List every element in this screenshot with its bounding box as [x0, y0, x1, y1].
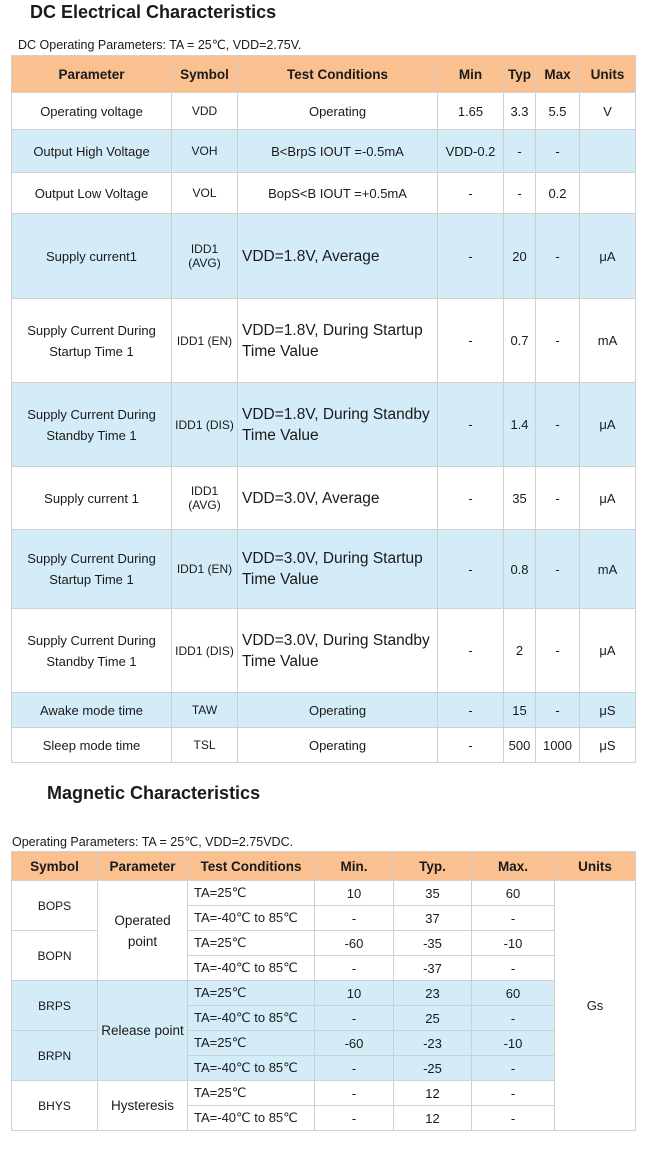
- mag-max-cell: 60: [472, 981, 555, 1006]
- dc-param-cell: Supply Current During Startup Time 1: [12, 530, 172, 609]
- mag-symbol-cell: BHYS: [12, 1081, 98, 1131]
- dc-units-cell: [580, 173, 636, 214]
- mag-condition-cell: TA=-40℃ to 85℃: [188, 956, 315, 981]
- dc-units-cell: μA: [580, 609, 636, 693]
- dc-symbol-cell: TSL: [172, 728, 238, 763]
- dc-typ-cell: 35: [504, 467, 536, 530]
- dc-min-cell: -: [438, 383, 504, 467]
- mag-symbol-cell: BRPN: [12, 1031, 98, 1081]
- dc-header-row: [12, 56, 636, 93]
- mag-operating-conditions: Operating Parameters: TA = 25℃, VDD=2.75VDC.: [12, 835, 294, 849]
- dc-symbol-cell: IDD1 (AVG): [172, 467, 238, 530]
- mag-col-header: Parameter: [98, 852, 188, 881]
- dc-col-header: Test Conditions: [238, 56, 438, 93]
- mag-min-cell: -: [315, 1081, 394, 1106]
- mag-min-cell: -: [315, 1056, 394, 1081]
- mag-condition-cell: TA=25℃: [188, 931, 315, 956]
- dc-min-cell: -: [438, 214, 504, 299]
- dc-row: [12, 173, 636, 214]
- dc-symbol-cell: VOL: [172, 173, 238, 214]
- dc-param-cell: Operating voltage: [12, 93, 172, 130]
- dc-condition-cell: VDD=3.0V, Average: [238, 467, 438, 530]
- dc-condition-cell: VDD=1.8V, During Standby Time Value: [238, 383, 438, 467]
- dc-row: [12, 728, 636, 763]
- dc-operating-conditions: DC Operating Parameters: TA = 25℃, VDD=2.75V.: [18, 38, 302, 52]
- dc-typ-cell: -: [504, 173, 536, 214]
- dc-min-cell: -: [438, 173, 504, 214]
- mag-header-row: [12, 852, 636, 881]
- dc-condition-cell: Operating: [238, 693, 438, 728]
- mag-max-cell: -: [472, 1106, 555, 1131]
- mag-param-cell: Release point: [98, 981, 188, 1081]
- dc-units-cell: μA: [580, 383, 636, 467]
- dc-units-cell: μS: [580, 728, 636, 763]
- dc-param-cell: Awake mode time: [12, 693, 172, 728]
- dc-min-cell: -: [438, 467, 504, 530]
- mag-condition-cell: TA=25℃: [188, 981, 315, 1006]
- dc-condition-cell: VDD=1.8V, During Startup Time Value: [238, 299, 438, 383]
- dc-col-header: Max: [536, 56, 580, 93]
- mag-min-cell: -60: [315, 1031, 394, 1056]
- dc-max-cell: 5.5: [536, 93, 580, 130]
- dc-symbol-cell: VDD: [172, 93, 238, 130]
- dc-min-cell: -: [438, 530, 504, 609]
- mag-condition-cell: TA=-40℃ to 85℃: [188, 906, 315, 931]
- mag-max-cell: -10: [472, 1031, 555, 1056]
- mag-condition-cell: TA=-40℃ to 85℃: [188, 1006, 315, 1031]
- dc-max-cell: -: [536, 467, 580, 530]
- mag-max-cell: -: [472, 1056, 555, 1081]
- dc-symbol-cell: IDD1 (EN): [172, 530, 238, 609]
- mag-symbol-cell: BRPS: [12, 981, 98, 1031]
- dc-typ-cell: 0.7: [504, 299, 536, 383]
- mag-row: [12, 881, 636, 906]
- dc-param-cell: Supply current 1: [12, 467, 172, 530]
- dc-section-title: DC Electrical Characteristics: [30, 2, 277, 22]
- mag-condition-cell: TA=-40℃ to 85℃: [188, 1056, 315, 1081]
- mag-col-header: Min.: [315, 852, 394, 881]
- dc-row: [12, 609, 636, 693]
- dc-min-cell: -: [438, 609, 504, 693]
- dc-param-cell: Supply Current During Standby Time 1: [12, 383, 172, 467]
- mag-max-cell: -: [472, 1081, 555, 1106]
- dc-symbol-cell: IDD1 (EN): [172, 299, 238, 383]
- dc-condition-cell: Operating: [238, 728, 438, 763]
- dc-symbol-cell: IDD1 (DIS): [172, 383, 238, 467]
- dc-row: [12, 214, 636, 299]
- dc-typ-cell: 0.8: [504, 530, 536, 609]
- mag-typ-cell: 23: [394, 981, 472, 1006]
- mag-max-cell: 60: [472, 881, 555, 906]
- magnetic-characteristics-table: [11, 851, 636, 1131]
- dc-units-cell: mA: [580, 299, 636, 383]
- dc-col-header: Typ: [504, 56, 536, 93]
- dc-max-cell: 0.2: [536, 173, 580, 214]
- mag-col-header: Max.: [472, 852, 555, 881]
- dc-param-cell: Supply Current During Startup Time 1: [12, 299, 172, 383]
- dc-typ-cell: 20: [504, 214, 536, 299]
- dc-condition-cell: VDD=1.8V, Average: [238, 214, 438, 299]
- mag-typ-cell: -35: [394, 931, 472, 956]
- mag-min-cell: 10: [315, 881, 394, 906]
- mag-typ-cell: 37: [394, 906, 472, 931]
- dc-col-header: Units: [580, 56, 636, 93]
- mag-condition-cell: TA=25℃: [188, 1031, 315, 1056]
- dc-typ-cell: 15: [504, 693, 536, 728]
- dc-typ-cell: 2: [504, 609, 536, 693]
- dc-characteristics-table: [11, 55, 636, 763]
- mag-condition-cell: TA=-40℃ to 85℃: [188, 1106, 315, 1131]
- mag-max-cell: -: [472, 956, 555, 981]
- mag-row: [12, 1081, 636, 1106]
- mag-col-header: Typ.: [394, 852, 472, 881]
- dc-condition-cell: B<BrpS IOUT =-0.5mA: [238, 130, 438, 173]
- mag-min-cell: -60: [315, 931, 394, 956]
- dc-typ-cell: 3.3: [504, 93, 536, 130]
- dc-symbol-cell: IDD1 (AVG): [172, 214, 238, 299]
- dc-typ-cell: 500: [504, 728, 536, 763]
- dc-max-cell: -: [536, 693, 580, 728]
- dc-param-cell: Output Low Voltage: [12, 173, 172, 214]
- dc-row: [12, 130, 636, 173]
- dc-col-header: Symbol: [172, 56, 238, 93]
- dc-max-cell: -: [536, 609, 580, 693]
- dc-min-cell: VDD-0.2: [438, 130, 504, 173]
- dc-max-cell: -: [536, 214, 580, 299]
- mag-min-cell: -: [315, 1106, 394, 1131]
- dc-typ-cell: 1.4: [504, 383, 536, 467]
- dc-max-cell: -: [536, 130, 580, 173]
- dc-condition-cell: Operating: [238, 93, 438, 130]
- mag-typ-cell: 12: [394, 1106, 472, 1131]
- dc-units-cell: μA: [580, 214, 636, 299]
- dc-units-cell: mA: [580, 530, 636, 609]
- mag-symbol-cell: BOPS: [12, 881, 98, 931]
- mag-row: [12, 981, 636, 1006]
- dc-row: [12, 693, 636, 728]
- mag-col-header: Symbol: [12, 852, 98, 881]
- mag-units-cell: Gs: [555, 881, 636, 1131]
- mag-min-cell: -: [315, 906, 394, 931]
- mag-param-cell: Hysteresis: [98, 1081, 188, 1131]
- mag-max-cell: -10: [472, 931, 555, 956]
- mag-typ-cell: -23: [394, 1031, 472, 1056]
- dc-condition-cell: VDD=3.0V, During Standby Time Value: [238, 609, 438, 693]
- mag-col-header: Units: [555, 852, 636, 881]
- mag-min-cell: 10: [315, 981, 394, 1006]
- dc-col-header: Min: [438, 56, 504, 93]
- dc-condition-cell: BopS<B IOUT =+0.5mA: [238, 173, 438, 214]
- dc-units-cell: [580, 130, 636, 173]
- dc-row: [12, 530, 636, 609]
- dc-units-cell: V: [580, 93, 636, 130]
- dc-condition-cell: VDD=3.0V, During Startup Time Value: [238, 530, 438, 609]
- dc-typ-cell: -: [504, 130, 536, 173]
- mag-col-header: Test Conditions: [188, 852, 315, 881]
- mag-typ-cell: 35: [394, 881, 472, 906]
- dc-param-cell: Sleep mode time: [12, 728, 172, 763]
- dc-param-cell: Supply Current During Standby Time 1: [12, 609, 172, 693]
- dc-param-cell: Output High Voltage: [12, 130, 172, 173]
- dc-symbol-cell: TAW: [172, 693, 238, 728]
- dc-min-cell: -: [438, 299, 504, 383]
- dc-min-cell: -: [438, 693, 504, 728]
- dc-col-header: Parameter: [12, 56, 172, 93]
- mag-max-cell: -: [472, 906, 555, 931]
- dc-units-cell: μA: [580, 467, 636, 530]
- dc-row: [12, 383, 636, 467]
- mag-typ-cell: 12: [394, 1081, 472, 1106]
- dc-row: [12, 93, 636, 130]
- dc-row: [12, 299, 636, 383]
- dc-max-cell: 1000: [536, 728, 580, 763]
- mag-typ-cell: -25: [394, 1056, 472, 1081]
- dc-param-cell: Supply current1: [12, 214, 172, 299]
- mag-symbol-cell: BOPN: [12, 931, 98, 981]
- dc-units-cell: μS: [580, 693, 636, 728]
- dc-max-cell: -: [536, 299, 580, 383]
- mag-typ-cell: -37: [394, 956, 472, 981]
- dc-min-cell: -: [438, 728, 504, 763]
- mag-min-cell: -: [315, 956, 394, 981]
- dc-max-cell: -: [536, 383, 580, 467]
- mag-param-cell: Operated point: [98, 881, 188, 981]
- dc-min-cell: 1.65: [438, 93, 504, 130]
- mag-section-title: Magnetic Characteristics: [47, 783, 261, 803]
- dc-row: [12, 467, 636, 530]
- mag-typ-cell: 25: [394, 1006, 472, 1031]
- mag-max-cell: -: [472, 1006, 555, 1031]
- mag-condition-cell: TA=25℃: [188, 1081, 315, 1106]
- mag-condition-cell: TA=25℃: [188, 881, 315, 906]
- mag-min-cell: -: [315, 1006, 394, 1031]
- dc-max-cell: -: [536, 530, 580, 609]
- dc-symbol-cell: IDD1 (DIS): [172, 609, 238, 693]
- dc-symbol-cell: VOH: [172, 130, 238, 173]
